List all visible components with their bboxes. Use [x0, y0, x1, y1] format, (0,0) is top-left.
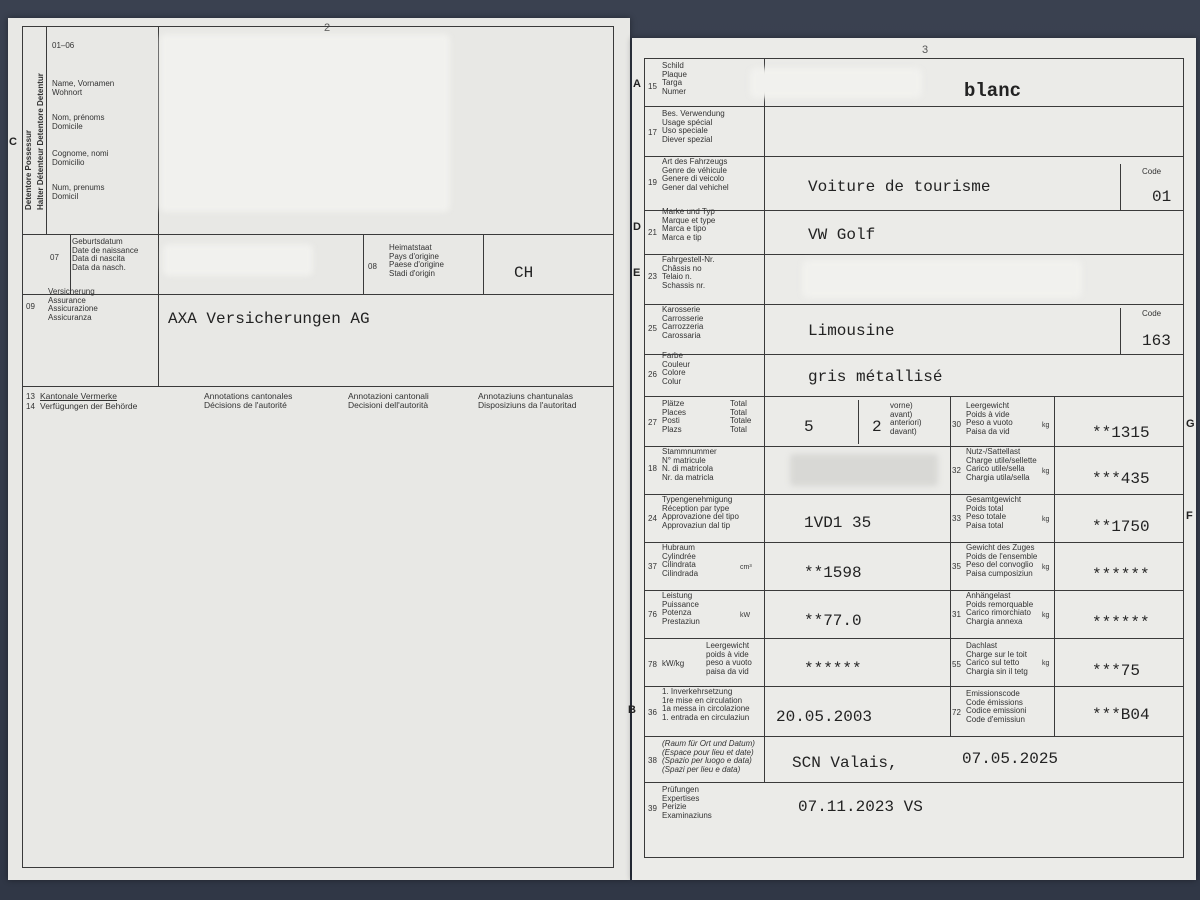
section-letter-b: B: [628, 704, 636, 716]
power-weight-label: Leergewicht poids à vide peso a vuoto paisa da vid: [706, 641, 752, 676]
towing-weight-label: Anhängelast Poids remorquable Carico rimorchiato Chargia annexa: [966, 591, 1034, 626]
power-value: **77.0: [804, 612, 862, 630]
holder-vertical-label-2: Halter Détenteur Detentore Detentur: [36, 73, 45, 210]
annotations-it: Annotazioni cantonali Decisioni dell'autorità: [348, 391, 429, 410]
plate-value: blanc: [964, 80, 1022, 102]
power-label: Leistung Puissance Potenza Prestaziun: [662, 591, 700, 626]
name-label-it: Cognome, nomi Domicilio: [52, 149, 109, 167]
color-value: gris métallisé: [808, 368, 943, 386]
emission-code-label: Emissionscode Code émissions Codice emissioni Code d'emissiun: [966, 689, 1027, 724]
annotations-fr: Annotations cantonales Décisions de l'autorité: [204, 391, 293, 410]
train-weight-value: ******: [1092, 566, 1150, 584]
name-label-fr: Nom, prénoms Domicile: [52, 113, 105, 131]
power-weight-value: ******: [804, 660, 862, 678]
origin-value: CH: [514, 264, 534, 282]
color-label: Farbe Couleur Colore Colur: [662, 351, 691, 386]
body-value: Limousine: [808, 322, 895, 340]
redacted-holder-name: [160, 34, 450, 212]
section-letter-c: C: [9, 136, 17, 148]
make-value: VW Golf: [808, 226, 876, 244]
power-weight-unit: kW/kg: [662, 659, 685, 668]
special-use-label: Bes. Verwendung Usage spécial Uso speciale Diever spezial: [662, 109, 725, 144]
inspection-value: 07.11.2023 VS: [798, 798, 923, 816]
displacement-label: Hubraum Cylindrée Cilindrata Cilindrada: [662, 543, 699, 578]
page-number: 2: [324, 22, 331, 34]
cantonal-remarks-label: Kantonale Vermerke: [40, 391, 118, 401]
seats-total-label: Total Total Totale Total: [730, 399, 752, 434]
total-weight-value: **1750: [1092, 518, 1150, 536]
insurance-label: Versicherung Assurance Assicurazione Assicuranza: [48, 287, 98, 322]
type-approval-value: 1VD1 35: [804, 514, 872, 532]
redacted-plate-number: [750, 68, 922, 98]
page-number: 3: [922, 44, 929, 56]
first-registration-label: 1. Inverkehrsetzung 1re mise en circulation 1a messa in circolazione 1. entrada en circulaziun: [662, 687, 750, 722]
body-code-label: Code: [1142, 309, 1162, 318]
origin-label: Heimatstaat Pays d'origine Paese d'origine Stadi d'origin: [389, 243, 444, 278]
seats-value: 5: [804, 418, 814, 436]
body-label: Karosserie Carrosserie Carrozzeria Carossaria: [662, 305, 704, 340]
inspections-label: Prüfungen Expertises Perizie Examinaziuns: [662, 785, 712, 820]
birthdate-label: Geburtsdatum Date de naissance Data di nascita Data da nasch.: [72, 237, 139, 272]
payload-value: ***435: [1092, 470, 1150, 488]
section-letter-e: E: [633, 267, 641, 279]
roof-load-value: ***75: [1092, 662, 1141, 680]
vehicle-type-code-label: Code: [1142, 167, 1162, 176]
authority-orders-label: Verfügungen der Behörde: [40, 401, 138, 411]
left-page: 2 C Detentore Possessur Halter Détenteur Detentore Detentur 01–06 Name, Vornamen Wohnort Nom, prénoms Domicile Cognome, nomi Domicilio Num, prenums Domicil 07 Geburtsdatum Date de naissance Data di nascita Data da nasch. 08 Heimatstaat Pays d'origine Paese d'origine Stadi d'origin CH 09 Versicherung Assurance Assicurazione Assicuranza AXA Versicherungen AG 13 14 Kantonale Vermerke Verfügungen der Behörde Annotations cantonales Décisions de l'autorité Annotazioni cantonali Decisioni dell'autorità Annotaziuns chantunalas Disposiziuns da l'autoritad: [8, 18, 630, 880]
type-approval-label: Typengenehmigung Réception par type Approvazione del tipo Approvaziun dal tip: [662, 495, 739, 530]
total-weight-label: Gesamtgewicht Poids total Peso totale Paisa total: [966, 495, 1022, 530]
holder-vertical-label: Detentore Possessur: [24, 129, 33, 210]
redacted-matriculation: [790, 454, 938, 486]
annotations-rm: Annotaziuns chantunalas Disposiziuns da l'autoritad: [478, 391, 577, 410]
first-registration-value: 20.05.2003: [776, 708, 873, 726]
empty-weight-value: **1315: [1092, 424, 1150, 442]
place-date-label: (Raum für Ort und Datum) (Espace pour lieu et date) (Spazio per luogo e data) (Spazi per lieu e data): [662, 739, 755, 774]
payload-label: Nutz-/Sattellast Charge utile/sellette Carico utile/sella Chargia utila/sella: [966, 447, 1037, 482]
redacted-birthdate: [163, 244, 313, 276]
section-letter-g: G: [1186, 418, 1195, 430]
insurance-value: AXA Versicherungen AG: [168, 310, 370, 328]
vehicle-type-value: Voiture de tourisme: [808, 178, 991, 196]
emission-code-value: ***B04: [1092, 706, 1150, 724]
train-weight-label: Gewicht des Zuges Poids de l'ensemble Peso del convoglio Paisa cumposiziun: [966, 543, 1038, 578]
towing-weight-value: ******: [1092, 614, 1150, 632]
front-seats-label: vorne) avant) anteriori) davant): [890, 401, 922, 436]
matriculation-label: Stammnummer N° matricule N. di matricola Nr. da matricla: [662, 447, 717, 482]
plate-label: Schild Plaque Targa Numer: [662, 61, 687, 96]
right-page: 3 A D E B G F 15 Schild Plaque Targa Numer blanc 17 Bes. Verwendung Usage spécial Uso speciale Diever spezial 19 Art des Fahrzeugs Genre de véhicule Genere di veicolo Gener dal vehichel Voiture de tourisme Code 01 21 Marke und Typ Marque et type Marca e tipo Marca e tip VW Golf 23 Fahrgestell-Nr. Châssis no Telaio n. Schassis nr. 25 Karosserie Carrosserie Carrozzeria Carossaria Limousine Code 163 26 Farbe Couleur Colore Colur gris métallisé 27 Plätze Places Posti Plazs Total Total Totale Total 5 2 vorne) avant) anteriori) davant) 30 Leergewicht Poids à vide Peso a vuoto Paisa da vid kg **1315 18 Stammnummer N° matricule N. di matricola Nr. da matricla 32 Nutz-/Sattellast Charge utile/sellette Carico utile/sella Chargia utila/sella kg ***435 24 Typengenehmigung Réception par type Approvazione del tipo Approvaziun dal tip 1VD1 35 33 Gesamtgewicht Poids total Peso totale Paisa total kg **1750 37 Hubraum Cylindrée Cilindrata Cilindrada cm³ **1598 35 Gewicht des Zuges Poids de l'ensemble Peso del convoglio Paisa cumposiziun kg ****** 76 Leistung Puissance Potenza Prestaziun kW **77.0 31 Anhängelast Poids remorquable Carico rimorchiato Chargia annexa kg ****** 78 kW/kg Leergewicht poids à vide peso a vuoto paisa da vid ****** 55 Dachlast Charge sur le toit Carico sul tetto Chargia sin il tetg kg ***75 36 1. Inverkehrsetzung 1re mise en circulation 1a messa in circolazione 1. entrada en circulaziun 20.05.2003 72 Emissionscode Code émissions Codice emissioni Code d'emissiun ***B04 38 (Raum für Ort und Datum) (Espace pour lieu et date) (Spazio per luogo e data) (Spazi per lieu e data) SCN Valais, 07.05.2025 39 Prüfungen Expertises Perizie Examinaziuns 07.11.2023 VS: [632, 38, 1196, 880]
issue-date-value: 07.05.2025: [962, 750, 1059, 768]
vehicle-type-code: 01: [1152, 188, 1172, 206]
displacement-value: **1598: [804, 564, 862, 582]
vehicle-type-label: Art des Fahrzeugs Genre de véhicule Genere di veicolo Gener dal vehichel: [662, 157, 729, 192]
code-01-06: 01–06: [52, 41, 75, 50]
front-seats-value: 2: [872, 418, 882, 436]
roof-load-label: Dachlast Charge sur le toit Carico sul tetto Chargia sin il tetg: [966, 641, 1028, 676]
seats-label: Plätze Places Posti Plazs: [662, 399, 687, 434]
name-label-rm: Num, prenums Domicil: [52, 183, 105, 201]
section-letter-a: A: [633, 78, 641, 90]
redacted-chassis-number: [802, 260, 1082, 298]
name-label-de: Name, Vornamen Wohnort: [52, 79, 115, 97]
body-code: 163: [1142, 332, 1171, 350]
empty-weight-label: Leergewicht Poids à vide Peso a vuoto Paisa da vid: [966, 401, 1013, 436]
chassis-label: Fahrgestell-Nr. Châssis no Telaio n. Schassis nr.: [662, 255, 715, 290]
make-label: Marke und Typ Marque et type Marca e tipo Marca e tip: [662, 207, 716, 242]
place-value: SCN Valais,: [792, 754, 898, 772]
section-letter-f: F: [1186, 510, 1193, 522]
section-letter-d: D: [633, 221, 641, 233]
